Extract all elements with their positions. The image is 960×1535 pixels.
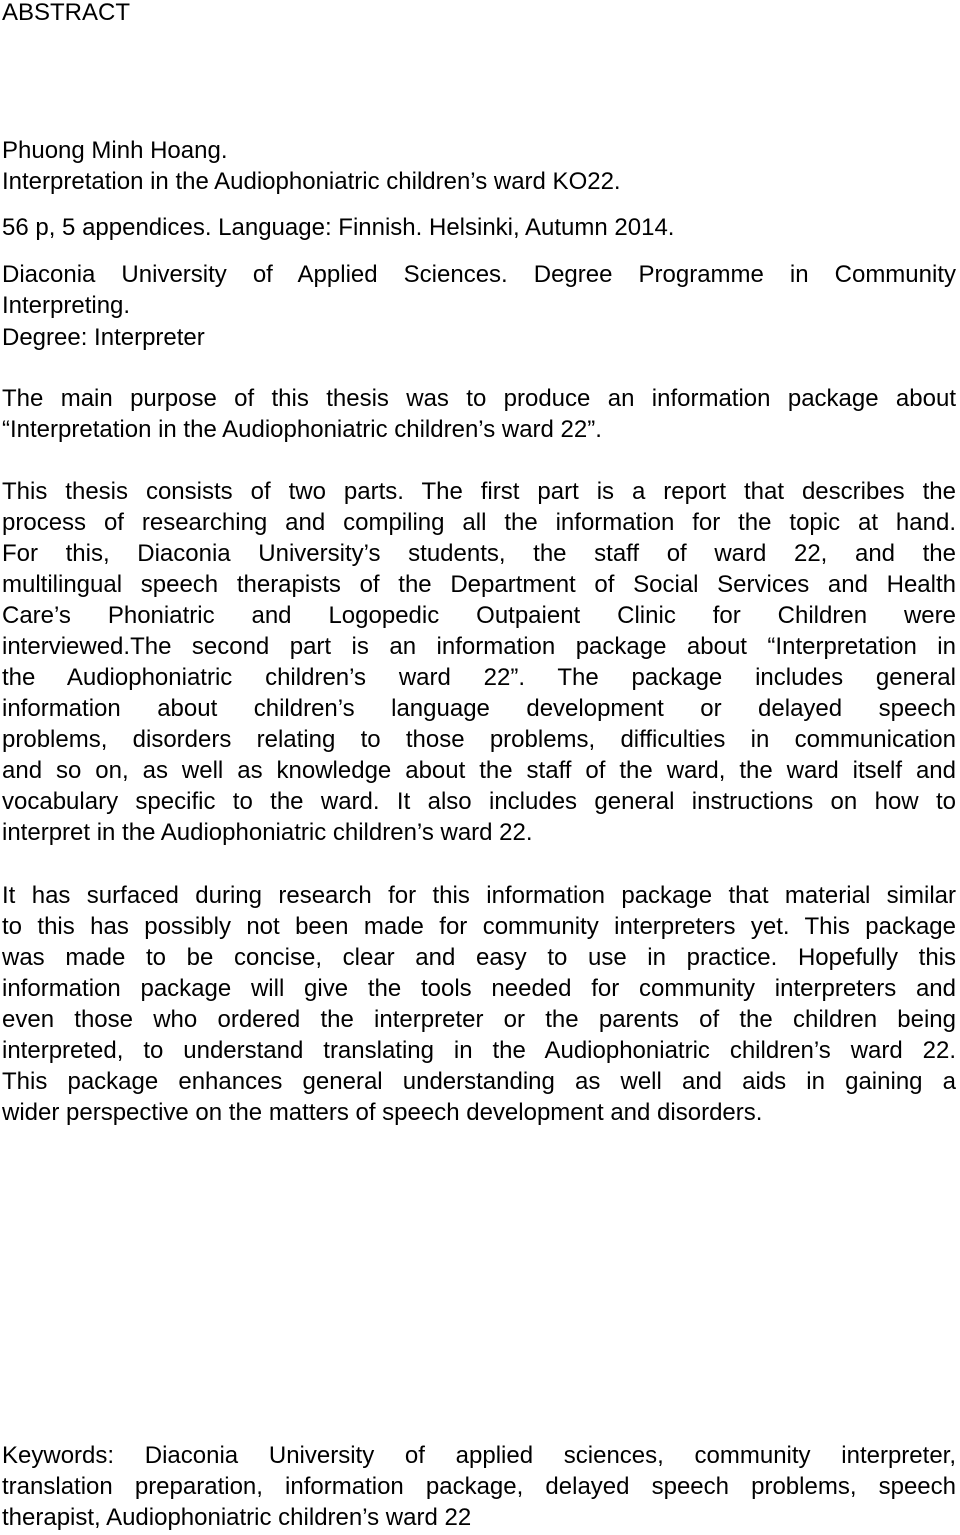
thesis-title: Interpretation in the Audiophoniatric children’s ward KO22. — [2, 168, 621, 195]
structure-line: interpret in the Audiophoniatric children’s ward 22. — [2, 819, 533, 846]
keywords-line: translation preparation, information package, delayed speech problems, speech — [2, 1473, 956, 1500]
structure-line: This thesis consists of two parts. The first part is a report that describes the — [2, 478, 956, 505]
conclusion-line: to this has possibly not been made for community interpreters yet. This package — [2, 913, 956, 940]
structure-line: vocabulary specific to the ward. It also includes general instructions on how to — [2, 788, 956, 815]
structure-line: Care’s Phoniatric and Logopedic Outpaient Clinic for Children were — [2, 602, 956, 629]
institution-line: Diaconia University of Applied Sciences. Degree Programme in Community — [2, 261, 956, 288]
purpose-line: “Interpretation in the Audiophoniatric children’s ward 22”. — [2, 416, 602, 443]
conclusion-line: It has surfaced during research for this information package that material similar — [2, 882, 956, 909]
conclusion-line: information package will give the tools needed for community interpreters and — [2, 975, 956, 1002]
keywords-line: Keywords: Diaconia University of applied sciences, community interpreter, — [2, 1442, 956, 1469]
structure-line: process of researching and compiling all the information for the topic at hand. — [2, 509, 956, 536]
structure-line: information about children’s language development or delayed speech — [2, 695, 956, 722]
conclusion-line: This package enhances general understanding as well and aids in gaining a — [2, 1068, 956, 1095]
thesis-details: 56 p, 5 appendices. Language: Finnish. Helsinki, Autumn 2014. — [2, 214, 675, 241]
conclusion-paragraph — [2, 880, 956, 1128]
structure-line: multilingual speech therapists of the Department of Social Services and Health — [2, 571, 956, 598]
keywords-line: therapist, Audiophoniatric children’s ward 22 — [2, 1504, 472, 1531]
conclusion-line: even those who ordered the interpreter or the parents of the children being — [2, 1006, 956, 1033]
purpose-line: The main purpose of this thesis was to produce an information package about — [2, 385, 956, 412]
structure-line: For this, Diaconia University’s students, the staff of ward 22, and the — [2, 540, 956, 567]
degree: Degree: Interpreter — [2, 324, 205, 351]
conclusion-line: was made to be concise, clear and easy to use in practice. Hopefully this — [2, 944, 956, 971]
institution — [2, 259, 956, 321]
keywords-paragraph — [2, 1440, 956, 1533]
structure-line: and so on, as well as knowledge about the staff of the ward, the ward itself and — [2, 757, 956, 784]
structure-line: the Audiophoniatric children’s ward 22”. The package includes general — [2, 664, 956, 691]
structure-paragraph — [2, 476, 956, 848]
institution-line: Interpreting. — [2, 292, 131, 319]
structure-line: interviewed.The second part is an information package about “Interpretation in — [2, 633, 956, 660]
author-name: Phuong Minh Hoang. — [2, 137, 228, 164]
conclusion-line: wider perspective on the matters of speech development and disorders. — [2, 1099, 763, 1126]
purpose-paragraph — [2, 383, 956, 445]
structure-line: problems, disorders relating to those problems, difficulties in communication — [2, 726, 956, 753]
page-title: ABSTRACT — [2, 0, 131, 26]
conclusion-line: interpreted, to understand translating in the Audiophoniatric children’s ward 22. — [2, 1037, 956, 1064]
